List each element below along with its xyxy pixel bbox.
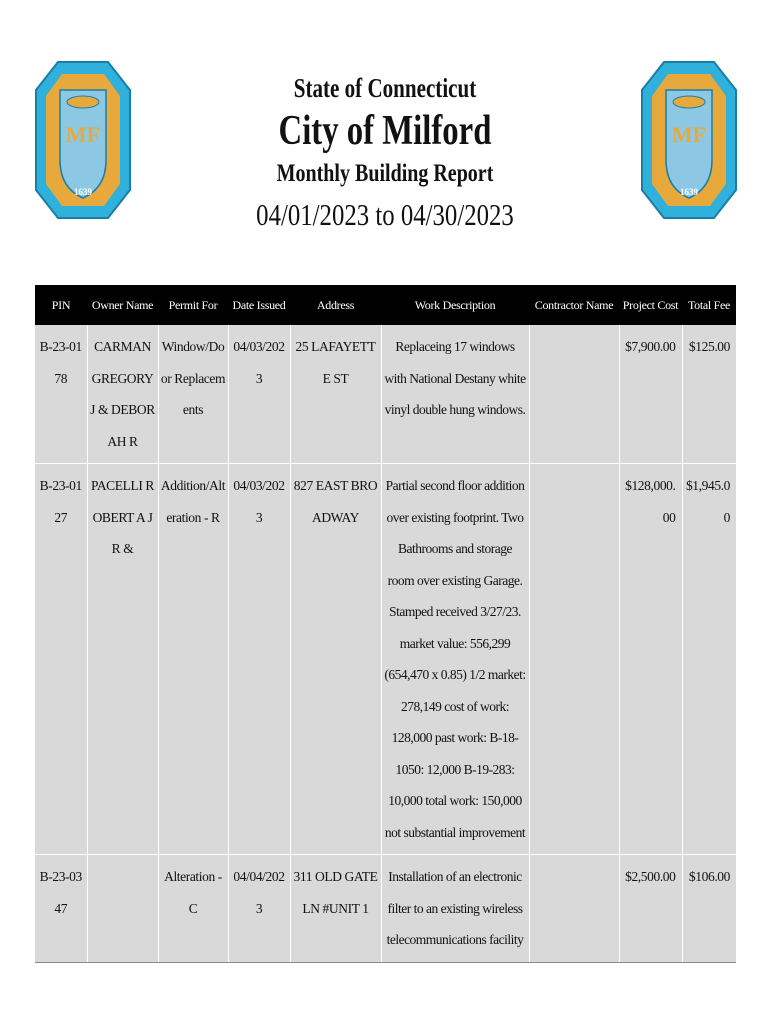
seal-year-right: 1639 bbox=[680, 187, 698, 197]
cell-contractor bbox=[529, 325, 619, 464]
column-header-total-fee: Total Fee bbox=[682, 285, 736, 325]
report-title: Monthly Building Report bbox=[276, 160, 494, 187]
table-header-row bbox=[35, 285, 736, 325]
cell-date-issued: 04/03/2023 bbox=[228, 325, 290, 464]
column-header-pin: PIN bbox=[35, 285, 87, 325]
table-row bbox=[35, 325, 736, 464]
cell-project-cost: $7,900.00 bbox=[619, 325, 682, 464]
cell-project-cost: $2,500.00 bbox=[619, 855, 682, 963]
cell-total-fee: $1,945.00 bbox=[682, 464, 736, 855]
cell-contractor bbox=[529, 464, 619, 855]
cell-work-description: Installation of an electronic filter to an existing wireless telecommunications facility bbox=[381, 855, 529, 963]
cell-address: 827 EAST BROADWAY bbox=[290, 464, 381, 855]
column-header-work-description: Work Description bbox=[381, 285, 529, 325]
seal-monogram-right: MF bbox=[671, 122, 707, 147]
column-header-address: Address bbox=[290, 285, 381, 325]
cell-date-issued: 04/04/2023 bbox=[228, 855, 290, 963]
building-report-table bbox=[35, 285, 736, 963]
table-row bbox=[35, 464, 736, 855]
cell-total-fee: $106.00 bbox=[682, 855, 736, 963]
cell-work-description: Partial second floor addition over existing footprint. Two Bathrooms and storage room over existing Garage. Stamped received 3/27/23. market value: 556,299 (654,470 x 0.85) 1/2 market: 278,149 cost of work: 128,000 past work: B-18-1050: 12,000 B-19-283: 10,000 total work: 150,000 not substantial improvement bbox=[381, 464, 529, 855]
column-header-project-cost: Project Cost bbox=[619, 285, 682, 325]
seal-year-left: 1639 bbox=[74, 187, 92, 197]
column-header-permit-for: Permit For bbox=[158, 285, 228, 325]
column-header-owner-name: Owner Name bbox=[87, 285, 158, 325]
cell-owner: CARMAN GREGORY J & DEBORAH R bbox=[87, 325, 158, 464]
table-row bbox=[35, 855, 736, 963]
report-date-range: 04/01/2023 to 04/30/2023 bbox=[256, 197, 514, 232]
cell-total-fee: $125.00 bbox=[682, 325, 736, 464]
state-title: State of Connecticut bbox=[293, 73, 477, 103]
cell-work-description: Replaceing 17 windows with National Destany white vinyl double hung windows. bbox=[381, 325, 529, 464]
cell-owner bbox=[87, 855, 158, 963]
cell-address: 311 OLD GATE LN #UNIT 1 bbox=[290, 855, 381, 963]
cell-owner: PACELLI ROBERT A JR & bbox=[87, 464, 158, 855]
cell-address: 25 LAFAYETTE ST bbox=[290, 325, 381, 464]
cell-pin: B-23-0178 bbox=[35, 325, 87, 464]
report-header bbox=[0, 70, 770, 238]
cell-pin: B-23-0347 bbox=[35, 855, 87, 963]
seal-monogram-left: MF bbox=[65, 122, 101, 147]
cell-contractor bbox=[529, 855, 619, 963]
cell-permit-for: Window/Door Replacements bbox=[158, 325, 228, 464]
city-title: City of Milford bbox=[278, 108, 492, 154]
column-header-contractor-name: Contractor Name bbox=[529, 285, 619, 325]
column-header-date-issued: Date Issued bbox=[228, 285, 290, 325]
cell-date-issued: 04/03/2023 bbox=[228, 464, 290, 855]
cell-permit-for: Alteration - C bbox=[158, 855, 228, 963]
cell-pin: B-23-0127 bbox=[35, 464, 87, 855]
cell-project-cost: $128,000.00 bbox=[619, 464, 682, 855]
cell-permit-for: Addition/Alteration - R bbox=[158, 464, 228, 855]
